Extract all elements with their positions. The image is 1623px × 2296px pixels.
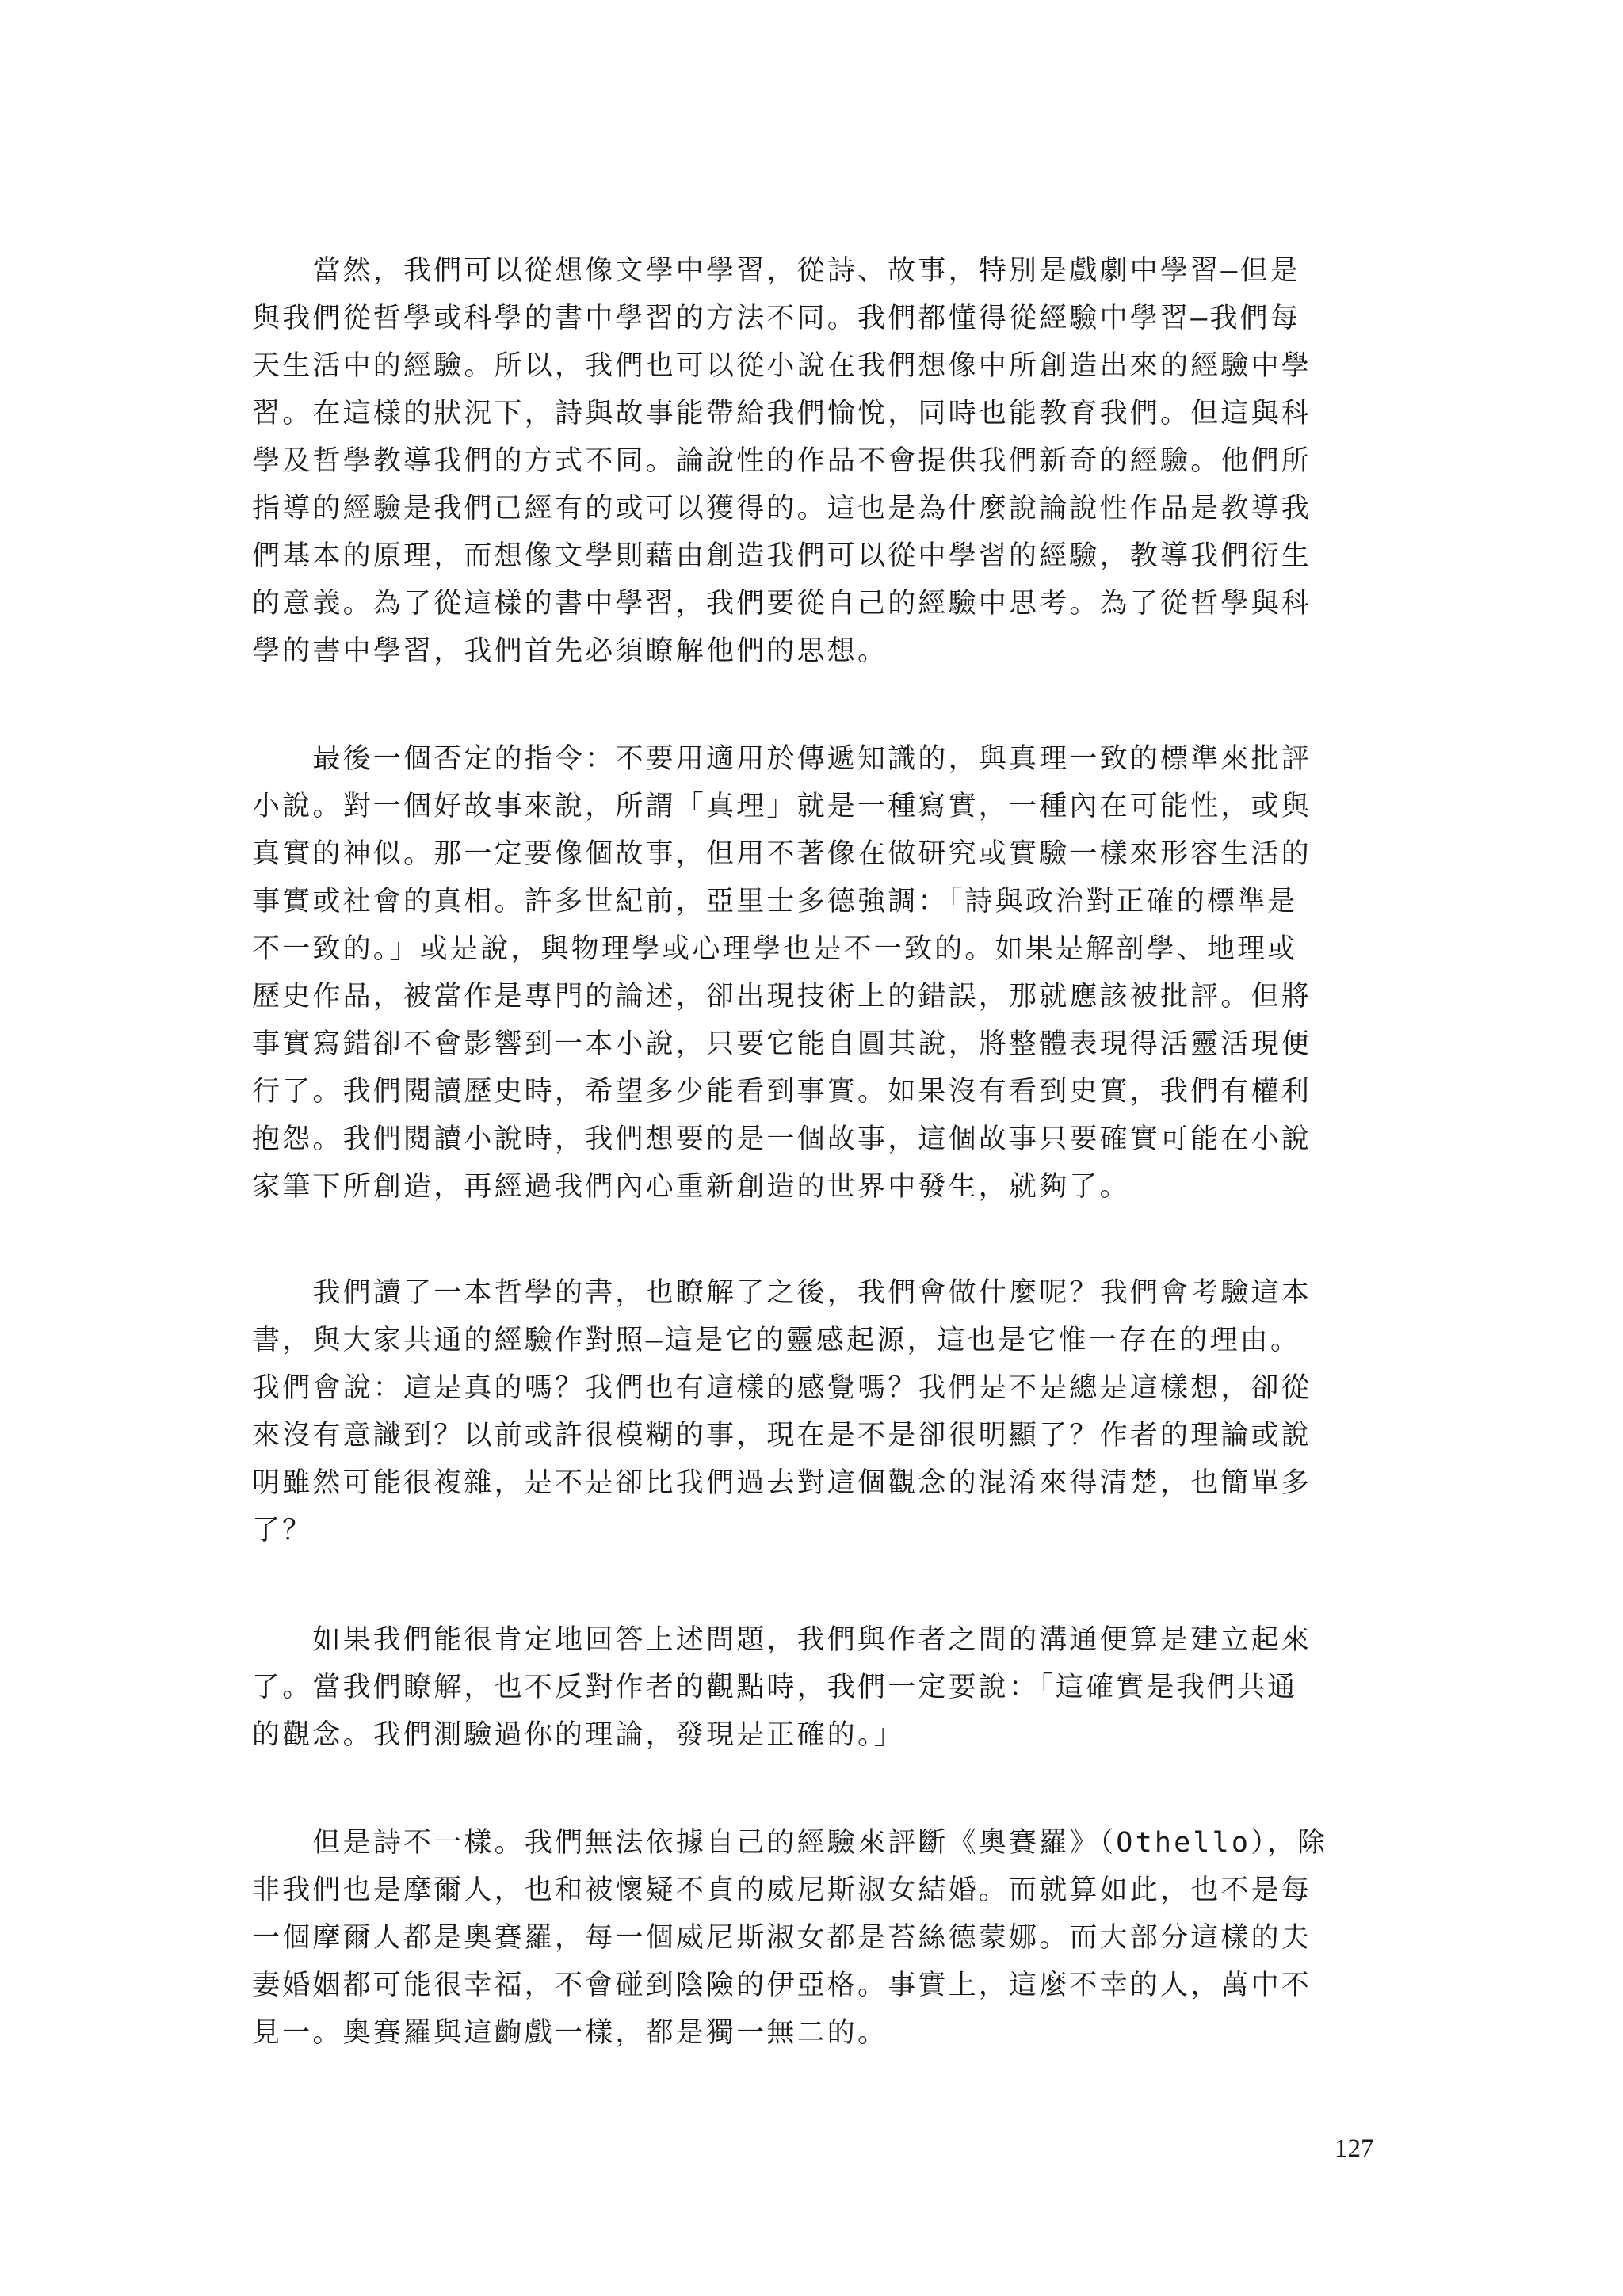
paragraph <box>252 247 1384 675</box>
text-line: 一個摩爾人都是奧賽羅，每一個威尼斯淑女都是苔絲德蒙娜。而大部分這樣的夫 <box>252 1922 1312 1954</box>
text-line: 當然，我們可以從想像文學中學習，從詩、故事，特別是戲劇中學習—但是 <box>252 255 1301 287</box>
text-line: 我們會說：這是真的嗎？我們也有這樣的感覺嗎？我們是不是總是這樣想，卻從 <box>252 1372 1312 1404</box>
page-number: 127 <box>1335 2134 1374 2163</box>
text-line: 見一。奧賽羅與這齣戲一樣，都是獨一無二的。 <box>252 2017 888 2049</box>
text-line: 事實寫錯卻不會影響到一本小說，只要它能自圓其說，將整體表現得活靈活現便 <box>252 1028 1312 1060</box>
text-line: 事實或社會的真相。許多世紀前，亞里士多德強調：「詩與政治對正確的標準是 <box>252 886 1298 917</box>
text-line: 我們讀了一本哲學的書，也瞭解了之後，我們會做什麼呢？我們會考驗這本 <box>252 1277 1312 1309</box>
text-line: 與我們從哲學或科學的書中學習的方法不同。我們都懂得從經驗中學習—我們每 <box>252 303 1301 334</box>
text-line: 學的書中學習，我們首先必須瞭解他們的思想。 <box>252 635 888 667</box>
paragraph <box>252 1616 1312 1759</box>
paragraph <box>252 735 1312 1211</box>
text-line: 明雖然可能很複雜，是不是卻比我們過去對這個觀念的混淆來得清楚，也簡單多 <box>252 1467 1312 1499</box>
paragraph <box>252 1819 1327 2057</box>
text-line: 不一致的。」或是說，與物理學或心理學也是不一致的。如果是解剖學、地理或 <box>252 933 1298 965</box>
text-line: 了？ <box>252 1515 313 1547</box>
text-line: 妻婚姻都可能很幸福，不會碰到陰險的伊亞格。事實上，這麼不幸的人，萬中不 <box>252 1970 1312 2001</box>
text-line: 如果我們能很肯定地回答上述問題，我們與作者之間的溝通便算是建立起來 <box>252 1624 1312 1656</box>
page-body <box>252 247 1384 2049</box>
paragraph <box>252 1269 1312 1554</box>
text-line: 抱怨。我們閱讀小說時，我們想要的是一個故事，這個故事只要確實可能在小說 <box>252 1123 1312 1155</box>
text-line: 習。在這樣的狀況下，詩與故事能帶給我們愉悅，同時也能教育我們。但這與科 <box>252 398 1312 429</box>
text-line: 歷史作品，被當作是專門的論述，卻出現技術上的錯誤，那就應該被批評。但將 <box>252 981 1312 1013</box>
text-line: 行了。我們閱讀歷史時，希望多少能看到事實。如果沒有看到史實，我們有權利 <box>252 1076 1312 1108</box>
text-line: 指導的經驗是我們已經有的或可以獲得的。這也是為什麼說論說性作品是教導我 <box>252 493 1312 524</box>
text-line: 的意義。為了從這樣的書中學習，我們要從自己的經驗中思考。為了從哲學與科 <box>252 588 1312 620</box>
text-line: 最後一個否定的指令：不要用適用於傳遞知識的，與真理一致的標準來批評 <box>252 743 1312 775</box>
text-line: 真實的神似。那一定要像個故事，但用不著像在做研究或實驗一樣來形容生活的 <box>252 838 1312 870</box>
text-line: 書，與大家共通的經驗作對照—這是它的靈感起源，這也是它惟一存在的理由。 <box>252 1325 1301 1356</box>
text-line: 的觀念。我們測驗過你的理論，發現是正確的。」 <box>252 1719 904 1751</box>
text-line: 小說。對一個好故事來說，所謂「真理」就是一種寫實，一種內在可能性，或與 <box>252 791 1312 822</box>
text-line: 家筆下所創造，再經過我們內心重新創造的世界中發生，就夠了。 <box>252 1171 1130 1203</box>
text-line: 但是詩不一樣。我們無法依據自己的經驗來評斷《奧賽羅》（Othello），除 <box>252 1827 1328 1859</box>
text-line: 來沒有意識到？以前或許很模糊的事，現在是不是卻很明顯了？作者的理論或說 <box>252 1420 1312 1451</box>
text-line: 了。當我們瞭解，也不反對作者的觀點時，我們一定要說：「這確實是我們共通 <box>252 1672 1298 1703</box>
text-line: 非我們也是摩爾人，也和被懷疑不貞的威尼斯淑女結婚。而就算如此，也不是每 <box>252 1875 1312 1906</box>
text-line: 天生活中的經驗。所以，我們也可以從小說在我們想像中所創造出來的經驗中學 <box>252 350 1312 382</box>
text-line: 們基本的原理，而想像文學則藉由創造我們可以從中學習的經驗，教導我們衍生 <box>252 540 1312 572</box>
text-line: 學及哲學教導我們的方式不同。論說性的作品不會提供我們新奇的經驗。他們所 <box>252 445 1312 477</box>
